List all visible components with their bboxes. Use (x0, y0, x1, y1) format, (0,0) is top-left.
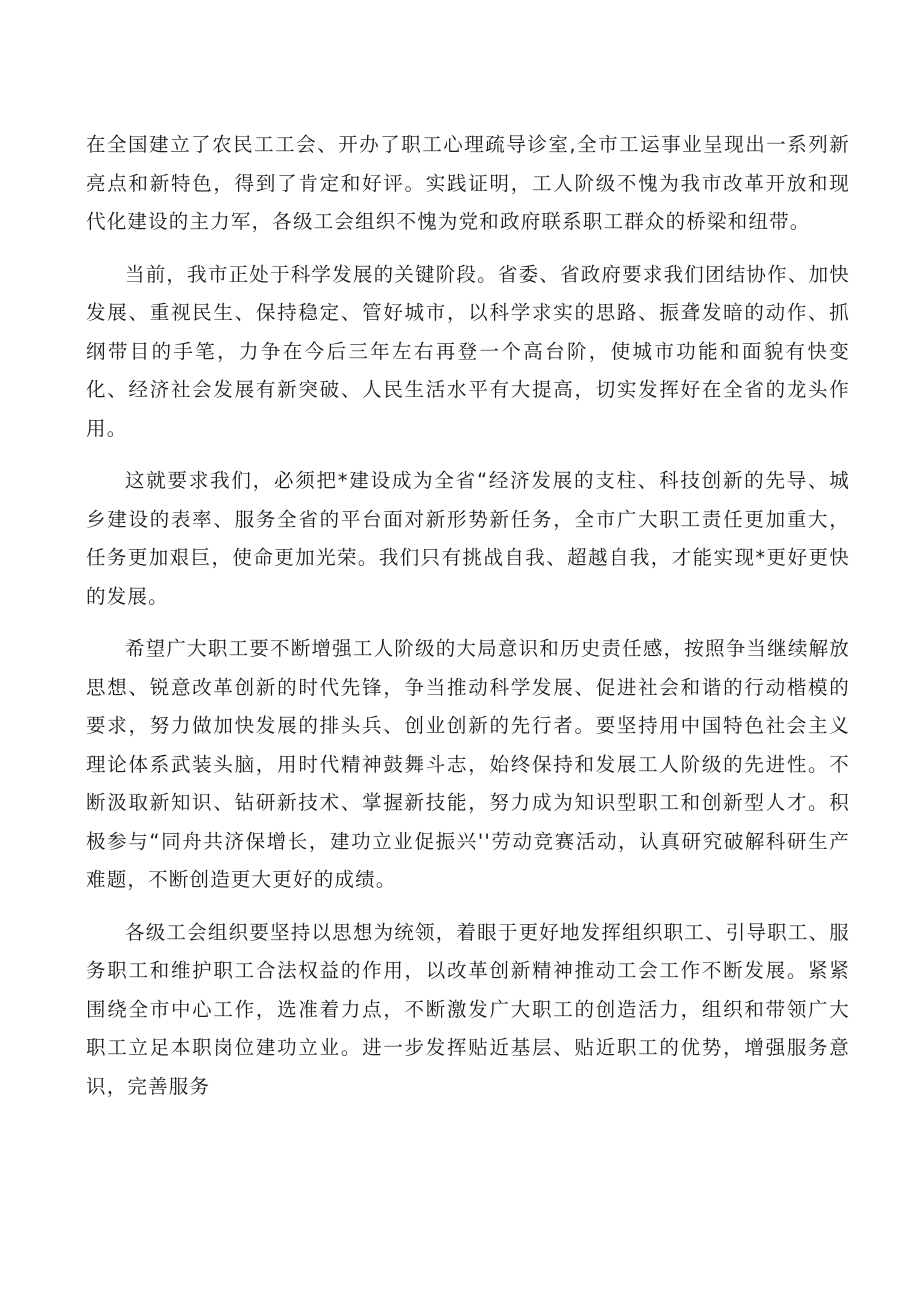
paragraph-5: 各级工会组织要坚持以思想为统领，着眼于更好地发挥组织职工、引导职工、服务职工和维护职工合法权益的作用，以改革创新精神推动工会工作不断发展。紧紧围绕全市中心工作，选准着力点，不断激发广大职工的创造活力，组织和带领广大职工立足本职岗位建功立业。进一步发挥贴近基层、贴近职工的优势，增强服务意识，完善服务 (86, 920, 850, 1098)
paragraph-3: 这就要求我们，必须把*建设成为全省“经济发展的支柱、科技创新的先导、城乡建设的表率、服务全省的平台面对新形势新任务，全市广大职工责任更加重大，任务更加艰巨，使命更加光荣。我们只有挑战自我、超越自我，才能实现*更好更快的发展。 (86, 469, 850, 608)
paragraph-1: 在全国建立了农民工工会、开办了职工心理疏导诊室,全市工运事业呈现出一系列新亮点和新特色，得到了肯定和好评。实践证明，工人阶级不愧为我市改革开放和现代化建设的主力军，各级工会组织不愧为党和政府联系职工群众的桥梁和纽带。 (86, 133, 850, 233)
paragraph-2: 当前，我市正处于科学发展的关键阶段。省委、省政府要求我们团结协作、加快发展、重视民生、保持稳定、管好城市，以科学求实的思路、振聋发暗的动作、抓纲带目的手笔，力争在今后三年左右再登一个高台阶，使城市功能和面貌有快变化、经济社会发展有新突破、人民生活水平有大提高，切实发挥好在全省的龙头作用。 (86, 262, 850, 440)
document-body (86, 126, 850, 1120)
paragraph-4: 希望广大职工要不断增强工人阶级的大局意识和历史责任感，按照争当继续解放思想、锐意改革创新的时代先锋，争当推动科学发展、促进社会和谐的行动楷模的要求，努力做加快发展的排头兵、创业创新的先行者。要坚持用中国特色社会主义理论体系武装头脑，用时代精神鼓舞斗志，始终保持和发展工人阶级的先进性。不断汲取新知识、钻研新技术、掌握新技能，努力成为知识型职工和创新型人才。积极参与“同舟共济保增长，建功立业促振兴''劳动竞赛活动，认真研究破解科研生产难题，不断创造更大更好的成绩。 (86, 637, 850, 891)
